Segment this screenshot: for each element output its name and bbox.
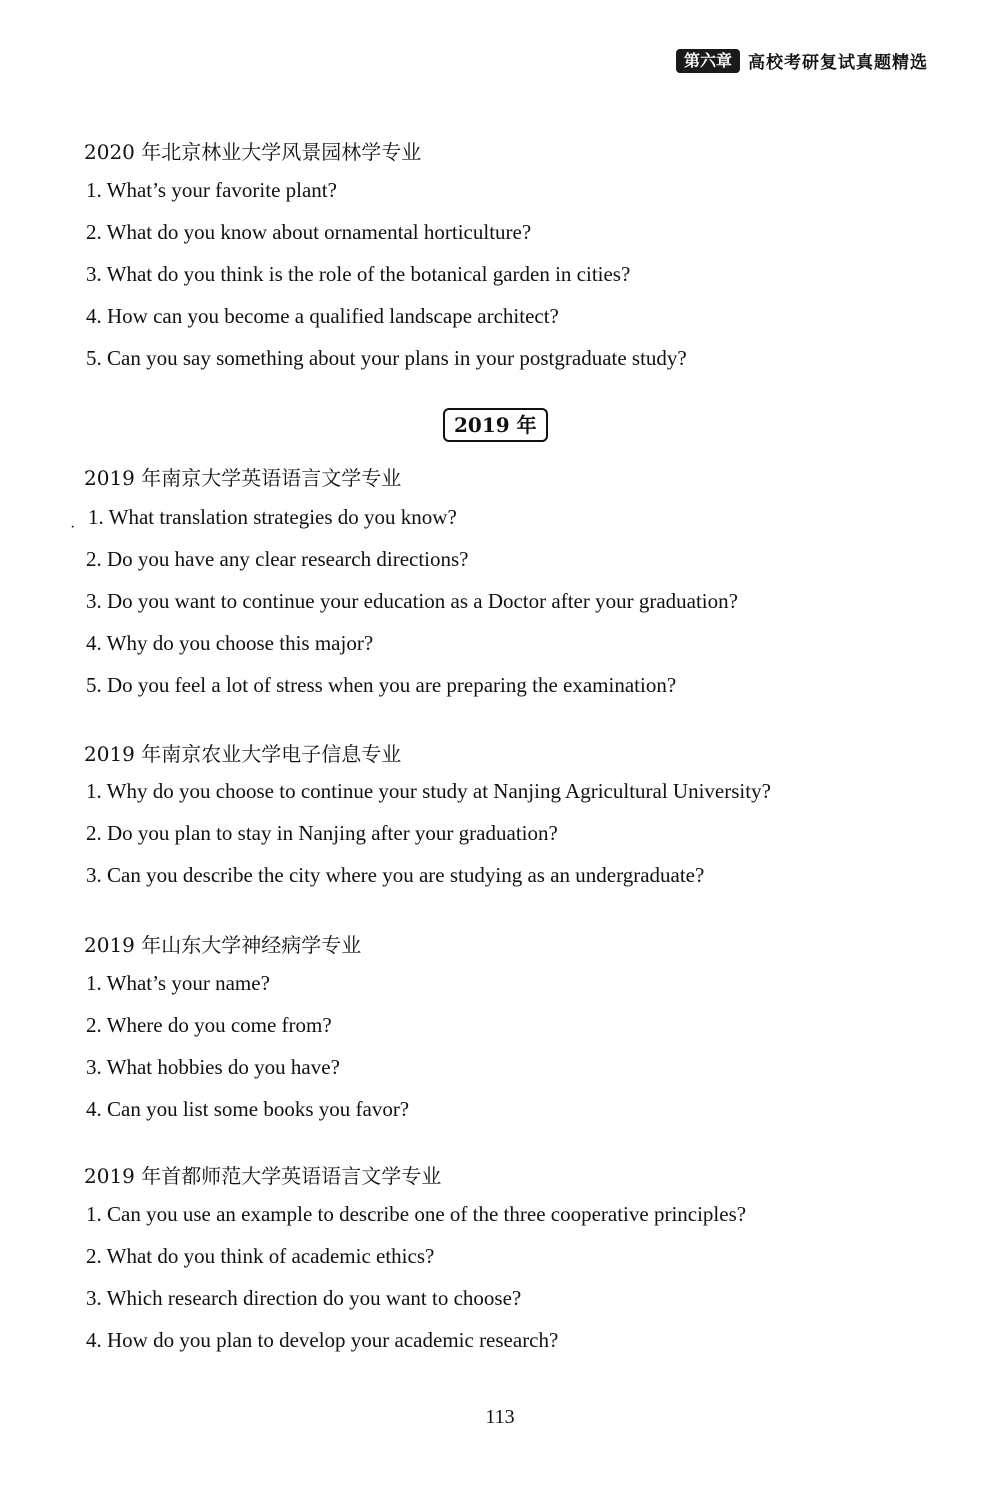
- question-item: 3. What do you think is the role of the botanical garden in cities?: [86, 262, 631, 286]
- running-header: [676, 48, 928, 73]
- question-item: 1. Can you use an example to describe one of the three cooperative principles?: [86, 1202, 747, 1226]
- question-item: 2. Do you plan to stay in Nanjing after your graduation?: [86, 821, 558, 845]
- question-item: 1. What’s your favorite plant?: [86, 178, 337, 202]
- question-item: 5. Can you say something about your plans in your postgraduate study?: [86, 346, 687, 370]
- question-item: 1. What translation strategies do you know?: [88, 505, 457, 529]
- question-item: 1. Why do you choose to continue your study at Nanjing Agricultural University?: [86, 779, 771, 803]
- scan-mark: ·: [70, 519, 76, 536]
- page-number: 113: [485, 1406, 515, 1428]
- question-item: 4. How do you plan to develop your academic research?: [86, 1328, 559, 1352]
- question-item: 3. What hobbies do you have?: [86, 1055, 340, 1079]
- header-title: 高校考研复试真题精选: [748, 53, 928, 73]
- question-item: 5. Do you feel a lot of stress when you are preparing the examination?: [86, 673, 677, 697]
- question-item: 2. What do you know about ornamental horticulture?: [86, 220, 532, 244]
- question-item: 2. What do you think of academic ethics?: [86, 1244, 435, 1268]
- question-item: 4. How can you become a qualified landscape architect?: [86, 304, 559, 328]
- section-heading: 2020 年北京林业大学风景园林学专业: [84, 140, 422, 164]
- year-label-box: 2019 年: [443, 408, 548, 442]
- question-item: 3. Do you want to continue your education as a Doctor after your graduation?: [86, 589, 738, 613]
- question-item: 4. Why do you choose this major?: [86, 631, 374, 655]
- chapter-badge: 第六章: [676, 49, 740, 73]
- section-heading: 2019 年南京大学英语语言文学专业: [84, 466, 402, 490]
- section-heading: 2019 年山东大学神经病学专业: [84, 933, 362, 957]
- section-heading: 2019 年首都师范大学英语语言文学专业: [84, 1164, 442, 1188]
- section-heading: 2019 年南京农业大学电子信息专业: [84, 742, 402, 766]
- question-item: 2. Where do you come from?: [86, 1013, 332, 1037]
- question-item: 3. Which research direction do you want to choose?: [86, 1286, 522, 1310]
- question-item: 4. Can you list some books you favor?: [86, 1097, 410, 1121]
- question-item: 2. Do you have any clear research directions?: [86, 547, 469, 571]
- question-item: 3. Can you describe the city where you are studying as an undergraduate?: [86, 863, 705, 887]
- question-item: 1. What’s your name?: [86, 971, 270, 995]
